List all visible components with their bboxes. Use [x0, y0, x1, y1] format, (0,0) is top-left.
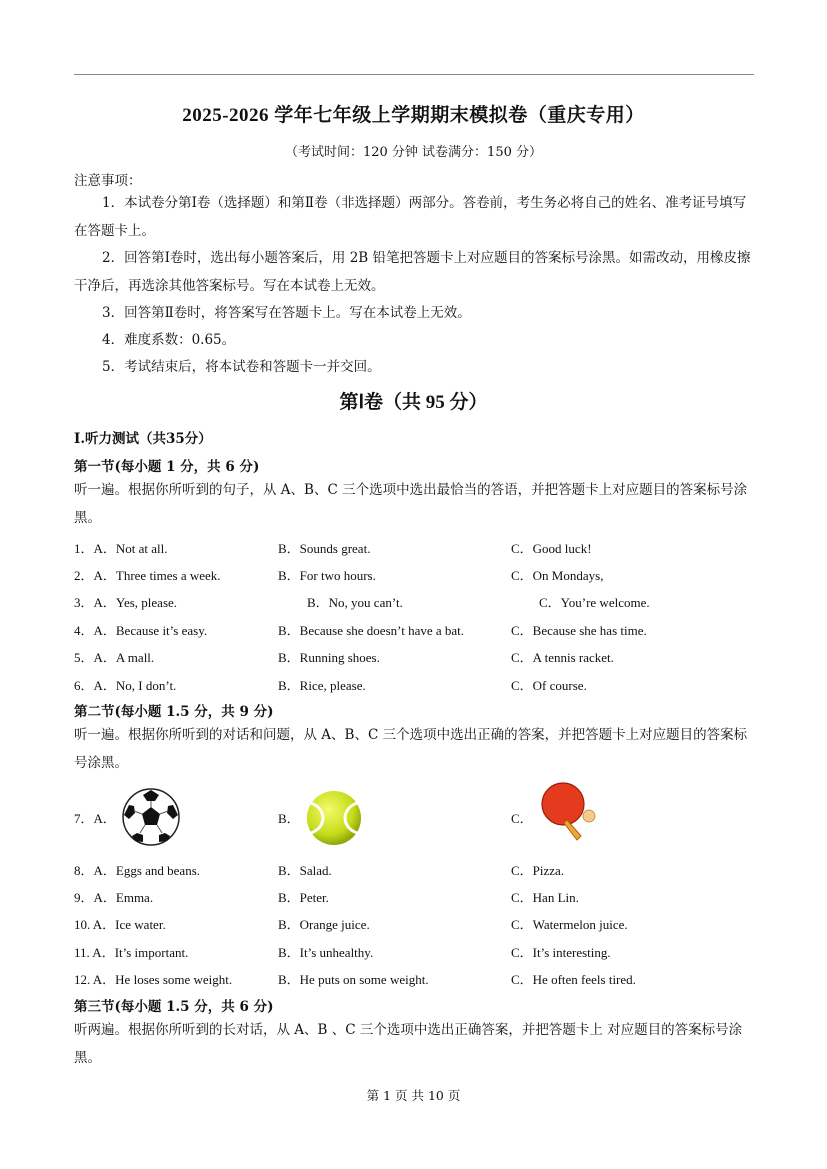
question-2 — [74, 565, 774, 585]
exam-title: 2025-2026 学年七年级上学期期末模拟卷（重庆专用） — [182, 105, 645, 126]
option-c: C．Watermelon juice. — [511, 917, 628, 932]
option-b: B．Sounds great. — [278, 541, 371, 556]
option-a: 4．A．Because it’s easy. — [74, 623, 208, 638]
sec2-heading: 第二节(每小题 1.5 分，共 9 分) — [74, 704, 274, 720]
part1-heading: Ⅰ.听力测试（共35分） — [74, 431, 212, 447]
option-c: C．On Mondays, — [511, 568, 604, 583]
sec3-heading: 第三节(每小题 1.5 分，共 6 分) — [74, 999, 274, 1015]
question-5 — [74, 647, 774, 667]
question-11 — [74, 942, 774, 962]
question-12 — [74, 969, 774, 989]
option-b: B．Orange juice. — [278, 917, 370, 932]
question-9 — [74, 887, 774, 907]
option-a: 7．A． — [74, 811, 116, 826]
page-footer: 第 1 页 共 10 页 — [366, 1088, 461, 1103]
option-b: B． — [278, 811, 300, 826]
question-8 — [74, 860, 774, 880]
header-rule — [74, 74, 754, 75]
note-5: 5．考试结束后，将本试卷和答题卡一并交回。 — [102, 359, 381, 375]
ping-pong-paddle-icon — [537, 782, 599, 846]
option-c: C．Because she has time. — [511, 623, 647, 638]
option-a: 11. A．It’s important. — [74, 945, 189, 960]
question-3 — [74, 592, 774, 612]
option-c: C．He often feels tired. — [511, 972, 636, 987]
option-b: B．For two hours. — [278, 568, 376, 583]
option-a: 12. A．He loses some weight. — [74, 972, 233, 987]
notes-heading: 注意事项： — [74, 173, 142, 189]
note-3: 3．回答第Ⅱ卷时，将答案写在答题卡上。写在本试卷上无效。 — [102, 305, 471, 321]
question-10 — [74, 914, 774, 934]
option-b: B．No, you can’t. — [307, 595, 403, 610]
option-a: 10. A．Ice water. — [74, 917, 166, 932]
option-c: C．It’s interesting. — [511, 945, 611, 960]
option-a: 9．A．Emma. — [74, 890, 154, 905]
question-6 — [74, 675, 774, 695]
option-c: C．You’re welcome. — [539, 595, 650, 610]
option-c: C．Pizza. — [511, 863, 565, 878]
option-c: C．Han Lin. — [511, 890, 579, 905]
question-1 — [74, 538, 774, 558]
note-1: 1．本试卷分第Ⅰ卷（选择题）和第Ⅱ卷（非选择题）两部分。答卷前，考生务必将自己的姓名、准考证号填写在答题卡上。 — [74, 195, 747, 239]
option-b: B．Running shoes. — [278, 650, 380, 665]
option-a: 8．A．Eggs and beans. — [74, 863, 201, 878]
option-b: B．Peter. — [278, 890, 329, 905]
option-a: 6．A．No, I don’t. — [74, 678, 177, 693]
section-title: 第Ⅰ卷（共 95 分） — [339, 392, 488, 413]
option-a: 3．A．Yes, please. — [74, 595, 178, 610]
soccer-ball-icon — [121, 787, 181, 847]
option-c: C．A tennis racket. — [511, 650, 614, 665]
sec1-instructions: 听一遍。根据你所听到的句子，从 A、B、C 三个选项中选出最恰当的答语，并把答题卡上对应题目的答案标号涂黑。 — [74, 482, 748, 526]
sec2-instructions: 听一遍。根据你所听到的对话和问题，从 A、B、C 三个选项中选出正确的答案，并把答题卡上对应题目的答案标号涂黑。 — [74, 727, 748, 771]
option-c: C．Good luck! — [511, 541, 592, 556]
sec3-instructions: 听两遍。根据你所听到的长对话，从 A、B 、C 三个选项中选出正确答案，并把答题卡上 对应题目的答案标号涂黑。 — [74, 1022, 743, 1066]
tennis-ball-icon — [305, 789, 363, 847]
sec1-heading: 第一节(每小题 1 分，共 6 分) — [74, 459, 260, 475]
option-c: C． — [511, 811, 533, 826]
option-b: B．Rice, please. — [278, 678, 366, 693]
option-a: 1．A．Not at all. — [74, 541, 168, 556]
note-4: 4．难度系数：0.65。 — [102, 332, 236, 348]
option-b: B．He puts on some weight. — [278, 972, 429, 987]
option-a: 2．A．Three times a week. — [74, 568, 221, 583]
option-b: B．Salad. — [278, 863, 332, 878]
option-a: 5．A．A mall. — [74, 650, 155, 665]
question-4 — [74, 620, 774, 640]
option-b: B．Because she doesn’t have a bat. — [278, 623, 465, 638]
note-2: 2．回答第Ⅰ卷时，选出每小题答案后，用 2B 铅笔把答题卡上对应题目的答案标号涂黑。如需改动，用橡皮擦干净后，再选涂其他答案标号。写在本试卷上无效。 — [74, 250, 751, 294]
option-c: C．Of course. — [511, 678, 587, 693]
exam-subtitle: （考试时间：120 分钟 试卷满分：150 分） — [284, 145, 543, 160]
option-b: B．It’s unhealthy. — [278, 945, 374, 960]
